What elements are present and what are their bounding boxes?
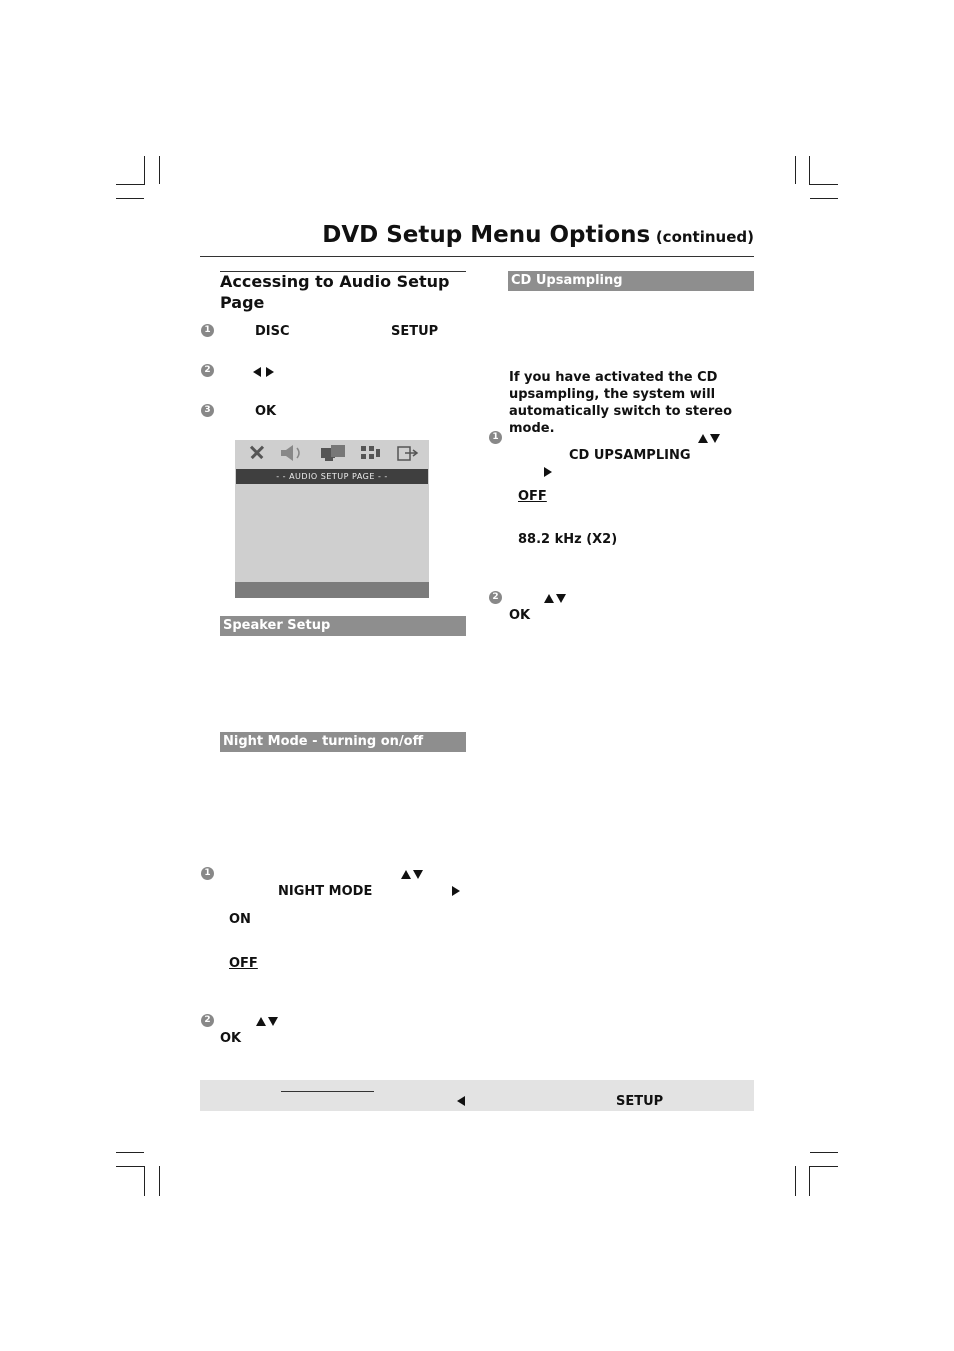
right-arrow-icon	[452, 886, 460, 896]
ok-key: OK	[509, 608, 531, 623]
general-setup-icon	[250, 446, 264, 459]
crop-mark	[809, 1166, 810, 1196]
section-heading: Accessing to Audio Setup Page	[220, 272, 450, 312]
up-arrow-icon	[544, 594, 554, 603]
up-arrow-icon	[698, 434, 708, 443]
crop-mark	[795, 156, 796, 184]
crop-mark	[159, 156, 160, 184]
crop-mark	[809, 156, 810, 184]
crop-mark	[810, 1152, 838, 1153]
crop-mark	[116, 1152, 144, 1153]
step-number: 1	[201, 324, 214, 337]
setup-key: SETUP	[391, 324, 439, 339]
crop-mark	[159, 1166, 160, 1196]
video-setup-icon	[321, 445, 345, 461]
tip-underline	[281, 1091, 374, 1092]
cd-upsampling-note: If you have activated the CD upsampling, the system will automatically switch to stereo mode.	[509, 370, 733, 436]
step-number: 1	[489, 431, 502, 444]
page-title-main: DVD Setup Menu Options	[322, 222, 651, 248]
tip-setup-key: SETUP	[616, 1094, 664, 1109]
title-rule	[200, 256, 754, 257]
cd-off-option: OFF	[518, 489, 547, 504]
right-arrow-icon	[266, 367, 274, 377]
cd-88khz-option: 88.2 kHz (X2)	[518, 532, 618, 547]
down-arrow-icon	[413, 870, 423, 879]
crop-mark	[795, 1166, 796, 1196]
audio-setup-icon	[281, 445, 299, 461]
page-title-sub: (continued)	[655, 228, 754, 246]
crop-mark	[810, 198, 838, 199]
menu-icon-row	[235, 440, 429, 468]
left-arrow-icon	[253, 367, 261, 377]
crop-mark	[116, 184, 145, 185]
speaker-setup-bar: Speaker Setup	[220, 616, 466, 636]
crop-mark	[809, 1166, 838, 1167]
down-arrow-icon	[556, 594, 566, 603]
page-title	[200, 222, 754, 248]
ok-key: OK	[220, 1031, 242, 1046]
night-on-option: ON	[229, 912, 251, 927]
up-arrow-icon	[256, 1017, 266, 1026]
crop-mark	[809, 184, 838, 185]
audio-setup-screen	[235, 440, 429, 598]
screen-caption: - - AUDIO SETUP PAGE - -	[236, 469, 428, 484]
step-number: 3	[201, 404, 214, 417]
cd-upsampling-bar: CD Upsampling	[508, 271, 754, 291]
step-number: 2	[489, 591, 502, 604]
night-mode-bar: Night Mode - turning on/off	[220, 732, 466, 752]
screen-footer	[235, 582, 429, 598]
down-arrow-icon	[268, 1017, 278, 1026]
crop-mark	[116, 1166, 145, 1167]
cd-upsampling-item: CD UPSAMPLING	[569, 448, 691, 463]
left-arrow-icon	[457, 1096, 465, 1106]
exit-icon	[398, 447, 417, 460]
step-number: 2	[201, 364, 214, 377]
crop-mark	[116, 198, 144, 199]
right-arrow-icon	[544, 467, 552, 477]
night-mode-item: NIGHT MODE	[278, 884, 373, 899]
preference-icon	[361, 446, 380, 459]
step-number: 1	[201, 867, 214, 880]
night-off-option: OFF	[229, 956, 258, 971]
crop-mark	[144, 156, 145, 184]
up-arrow-icon	[401, 870, 411, 879]
step-number: 2	[201, 1014, 214, 1027]
down-arrow-icon	[710, 434, 720, 443]
tip-box	[200, 1080, 754, 1111]
ok-key: OK	[255, 404, 277, 419]
crop-mark	[144, 1166, 145, 1196]
disc-key: DISC	[255, 324, 290, 339]
